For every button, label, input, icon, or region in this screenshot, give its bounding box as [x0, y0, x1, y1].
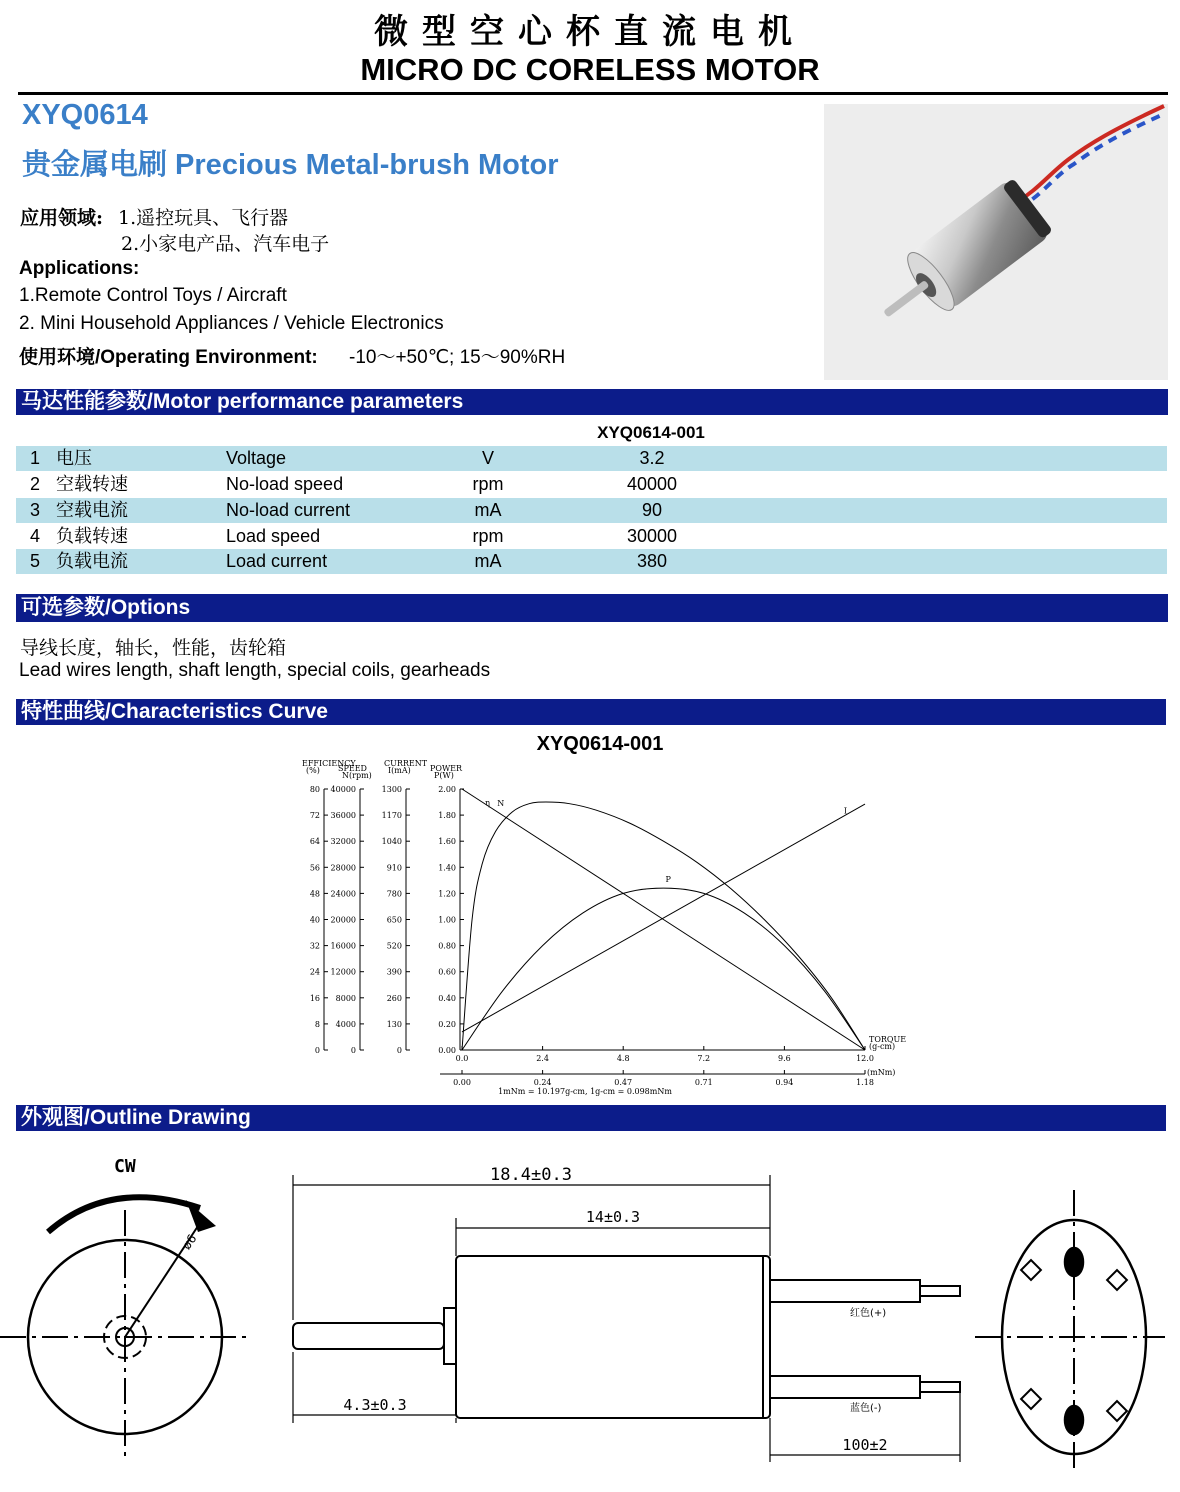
rear-view [975, 1190, 1165, 1472]
applications-cn-item: 2.小家电产品、汽车电子 [121, 233, 330, 255]
x-tick-label: 0.0 [455, 1054, 469, 1063]
wire-negative-label: 蓝色(-) [850, 1403, 882, 1414]
x-tick-label: 4.8 [616, 1054, 630, 1063]
x-tick-label: 7.2 [697, 1054, 711, 1063]
axis-tick-label: 24000 [330, 889, 356, 899]
param-unit: mA [474, 551, 502, 571]
axis-tick-label: 0.80 [438, 941, 456, 951]
table-row [16, 472, 1167, 497]
param-en: Voltage [226, 448, 287, 468]
param-cn: 空载转速 [56, 474, 128, 495]
row-number: 4 [30, 526, 41, 546]
table-row [16, 524, 1167, 549]
axis-title: SPEED [338, 764, 367, 773]
row-number: 2 [30, 474, 41, 494]
param-value: 90 [641, 500, 663, 520]
param-unit: rpm [472, 526, 504, 546]
chart-footnote: 1mNm = 10.197g-cm, 1g-cm = 0.098mNm [498, 1087, 672, 1096]
options-cn-text: 导线长度，轴长，性能，齿轮箱 [20, 637, 287, 659]
motor-photo [824, 104, 1168, 380]
x2-tick-label: 0.47 [614, 1078, 633, 1087]
param-cn: 电压 [56, 448, 92, 469]
param-en: No-load current [226, 500, 351, 520]
axis-tick-label: 0.40 [438, 993, 456, 1003]
axis-tick-label: 1300 [381, 785, 402, 794]
axis-tick-label: 56 [309, 863, 320, 873]
axis-title: EFFICIENCY [302, 759, 356, 768]
axis-tick-label: 32000 [330, 837, 356, 847]
axis-tick-label: 1.60 [438, 837, 456, 847]
axis-tick-label: 910 [386, 863, 402, 873]
front-view [0, 1197, 250, 1460]
row-number: 1 [30, 448, 41, 468]
series-line-N [462, 789, 865, 1050]
wire-positive-label: 红色(+) [850, 1308, 887, 1319]
environment-label: 使用环境/Operating Environment: [19, 347, 318, 368]
environment-value: -10～+50℃; 15～90%RH [349, 347, 566, 368]
axis-tick-label: 36000 [330, 811, 356, 821]
x-tick-label: 12.0 [856, 1054, 874, 1063]
param-unit: mA [474, 500, 502, 520]
axis-tick-label: 1170 [381, 811, 402, 821]
row-number: 3 [30, 500, 41, 520]
axis-tick-label: 64 [309, 837, 320, 847]
axis-tick-label: 8000 [335, 993, 356, 1003]
param-value: 30000 [626, 526, 678, 546]
param-en: Load current [226, 551, 328, 571]
section-header-performance: 马达性能参数/Motor performance parameters [16, 389, 1168, 415]
axis-tick-label: 2.00 [438, 785, 456, 794]
axis-tick-label: 12000 [330, 967, 356, 977]
axis-unit: N(rpm) [342, 771, 372, 780]
param-en: Load speed [226, 526, 321, 546]
x-axis-unit: (g-cm) [869, 1042, 896, 1051]
section-header-options: 可选参数/Options [16, 594, 1168, 622]
axis-unit: (%) [306, 766, 320, 775]
diameter-symbol: ø6 [179, 1231, 200, 1253]
axis-tick-label: 1.00 [438, 915, 456, 925]
x2-tick-label: 0.00 [453, 1078, 471, 1087]
applications-en-item: 1.Remote Control Toys / Aircraft [19, 285, 287, 306]
axis-tick-label: 32 [309, 941, 320, 951]
axis-title: CURRENT [384, 759, 428, 768]
series-label-P: P [665, 875, 671, 885]
axis-tick-label: 0 [314, 1046, 320, 1055]
param-cn: 负载电流 [56, 551, 128, 572]
param-unit: V [481, 448, 494, 468]
axis-unit: P(W) [434, 771, 454, 780]
axis-tick-label: 0 [350, 1046, 356, 1055]
product-subtitle: 贵金属电刷 Precious Metal-brush Motor [22, 149, 559, 181]
axis-tick-label: 0.60 [438, 967, 456, 977]
axis-tick-label: 80 [309, 785, 320, 794]
series-label-η: η [485, 798, 490, 808]
series-line-P [462, 888, 865, 1050]
table-row [16, 446, 1167, 471]
dimension-shaft: 4.3±0.3 [343, 1396, 407, 1414]
param-value: 40000 [626, 474, 678, 494]
dimension-wire: 100±2 [842, 1436, 888, 1454]
applications-cn-item: 1.遥控玩具、飞行器 [118, 207, 289, 229]
chart-axes [324, 789, 865, 1074]
table-row [16, 498, 1167, 523]
axis-tick-label: 0.00 [438, 1046, 456, 1055]
title-chinese: 微型空心杯直流电机 [374, 12, 806, 52]
axis-tick-label: 20000 [330, 915, 356, 925]
outline-drawing [0, 1140, 1180, 1492]
axis-tick-label: 72 [309, 811, 320, 821]
axis-tick-label: 16000 [330, 941, 356, 951]
param-cn: 负载转速 [56, 526, 128, 547]
model-number: XYQ0614 [22, 99, 148, 131]
axis-tick-label: 520 [386, 941, 402, 951]
axis-tick-label: 8 [314, 1019, 320, 1029]
section-header-curve: 特性曲线/Characteristics Curve [16, 699, 1166, 725]
axis-tick-label: 24 [309, 967, 320, 977]
axis-tick-label: 4000 [335, 1019, 356, 1029]
applications-cn-label: 应用领域: [20, 207, 104, 229]
table-row [16, 549, 1167, 574]
axis-tick-label: 650 [386, 915, 402, 925]
dimension-total: 18.4±0.3 [490, 1165, 572, 1185]
x-tick-label: 2.4 [536, 1054, 549, 1063]
performance-model-header: XYQ0614-001 [597, 423, 705, 442]
applications-en-label: Applications: [19, 258, 140, 279]
x2-tick-label: 1.18 [856, 1078, 874, 1087]
x2-tick-label: 0.24 [533, 1078, 552, 1087]
title-english: MICRO DC CORELESS MOTOR [360, 52, 820, 87]
title-divider [18, 92, 1168, 95]
axis-tick-label: 16 [309, 993, 320, 1003]
characteristics-chart [290, 756, 920, 1101]
x2-tick-label: 0.94 [775, 1078, 794, 1087]
applications-en-item: 2. Mini Household Appliances / Vehicle Electronics [19, 313, 444, 334]
rotation-label: CW [114, 1156, 136, 1177]
axis-tick-label: 260 [386, 993, 402, 1003]
x-axis-title: TORQUE [869, 1035, 907, 1044]
axis-tick-label: 48 [309, 889, 320, 899]
axis-tick-label: 1.20 [438, 889, 456, 899]
axis-tick-label: 28000 [330, 863, 356, 873]
x2-tick-label: 0.71 [694, 1078, 713, 1087]
axis-tick-label: 1.40 [438, 863, 456, 873]
chart-series [462, 789, 865, 1050]
series-line-I [462, 804, 865, 1032]
axis-tick-label: 40 [309, 915, 320, 925]
series-label-N: N [497, 798, 505, 808]
axis-tick-label: 0 [396, 1046, 402, 1055]
chart-title: XYQ0614-001 [536, 733, 664, 755]
param-value: 380 [636, 551, 668, 571]
series-label-I: I [843, 806, 847, 816]
series-line-η [462, 802, 865, 1050]
x-tick-label: 9.6 [778, 1054, 791, 1063]
axis-tick-label: 390 [386, 967, 402, 977]
param-unit: rpm [472, 474, 504, 494]
axis-tick-label: 40000 [330, 785, 356, 794]
options-en-text: Lead wires length, shaft length, special coils, gearheads [19, 660, 491, 681]
axis-title: POWER [430, 764, 463, 773]
chart-labels [302, 759, 906, 1096]
x2-axis-title: (mNm) [867, 1068, 896, 1077]
param-value: 3.2 [639, 448, 665, 468]
axis-tick-label: 0.20 [438, 1019, 456, 1029]
param-cn: 空载电流 [56, 500, 128, 521]
axis-tick-label: 1.80 [438, 811, 456, 821]
axis-unit: I(mA) [388, 766, 411, 775]
row-number: 5 [30, 551, 41, 571]
section-header-outline: 外观图/Outline Drawing [16, 1105, 1166, 1131]
axis-tick-label: 1040 [381, 837, 402, 847]
axis-tick-label: 780 [386, 889, 402, 899]
axis-tick-label: 130 [386, 1019, 402, 1029]
dimension-body: 14±0.3 [585, 1208, 641, 1226]
param-en: No-load speed [226, 474, 344, 494]
